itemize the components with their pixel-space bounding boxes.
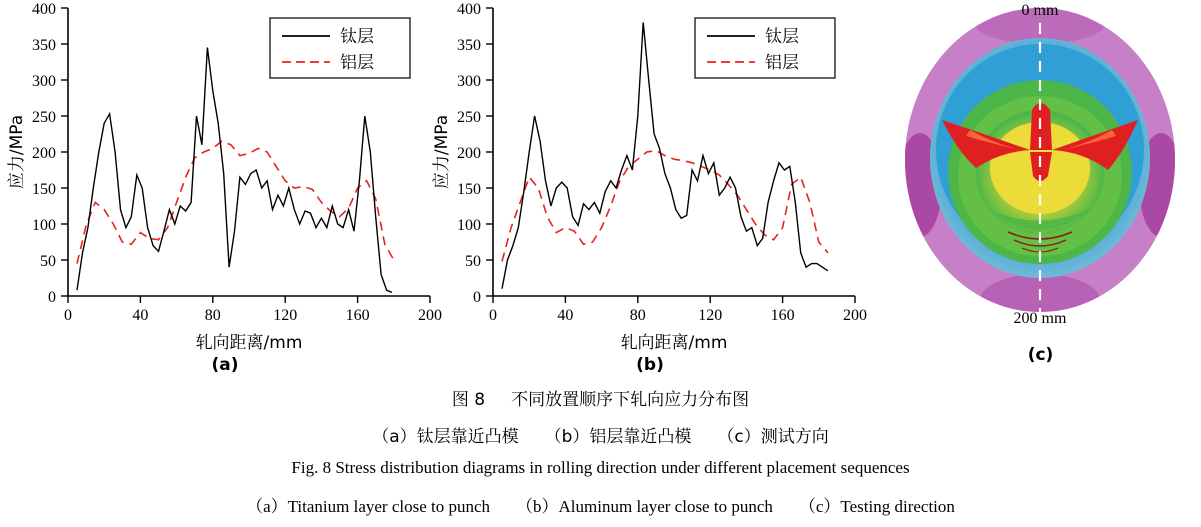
chart-a-ytick-300: 300 bbox=[32, 73, 56, 90]
chart-a-xtick-120: 120 bbox=[273, 307, 298, 324]
caption-line-2 bbox=[0, 422, 1201, 447]
chart-a-ytick-50: 50 bbox=[40, 253, 56, 270]
chart-b-x-axis-title: 轧向距离/mm bbox=[620, 333, 728, 353]
caption-sub-c-cn: （c）测试方向 bbox=[717, 427, 829, 447]
caption-line-3: Fig. 8 Stress distribution diagrams in rolling direction under different placement sequences bbox=[291, 458, 910, 477]
chart-b-ytick-350: 350 bbox=[457, 37, 481, 54]
chart-panel-a bbox=[0, 0, 450, 380]
contour-disc bbox=[898, 0, 1183, 326]
chart-a-svg bbox=[0, 0, 450, 380]
chart-b-ytick-50: 50 bbox=[465, 253, 481, 270]
chart-b-legend-ti-label: 钛层 bbox=[765, 27, 799, 47]
chart-a-xtick-160: 160 bbox=[345, 307, 370, 324]
chart-a-series-titanium bbox=[77, 48, 392, 293]
chart-panel-c bbox=[880, 0, 1201, 380]
chart-a-ytick-100: 100 bbox=[32, 217, 56, 234]
chart-a-xtick-200: 200 bbox=[418, 307, 442, 324]
chart-a-x-axis-title: 轧向距离/mm bbox=[195, 333, 303, 353]
caption-line-4 bbox=[0, 492, 1201, 517]
chart-a-series-aluminum bbox=[77, 141, 394, 263]
caption-sub-b-en: （b）Aluminum layer close to punch bbox=[516, 497, 773, 516]
chart-panel-b bbox=[425, 0, 875, 380]
chart-a-xtick-40: 40 bbox=[132, 307, 149, 324]
chart-a-legend-al-label: 铝层 bbox=[340, 53, 374, 73]
chart-a-xtick-0: 0 bbox=[64, 307, 72, 324]
chart-b-y-axis-title: 应力/MPa bbox=[432, 114, 452, 190]
chart-a-ytick-250: 250 bbox=[32, 109, 56, 126]
caption-sub-c-en: （c）Testing direction bbox=[798, 497, 955, 516]
chart-a-legend bbox=[270, 18, 410, 78]
chart-b-xtick-0: 0 bbox=[489, 307, 497, 324]
caption-line-1 bbox=[0, 385, 1201, 410]
caption-sub-b-cn: （b）铝层靠近凸模 bbox=[544, 427, 692, 447]
chart-b-xtick-160: 160 bbox=[770, 307, 795, 324]
caption-sub-a-cn: （a）钛层靠近凸模 bbox=[372, 427, 519, 447]
chart-b-ytick-150: 150 bbox=[457, 181, 481, 198]
chart-b-ytick-400: 400 bbox=[457, 1, 481, 18]
caption-figure-number: 图 8 bbox=[451, 390, 486, 410]
chart-a-legend-ti-label: 钛层 bbox=[340, 27, 374, 47]
chart-a-ytick-350: 350 bbox=[32, 37, 56, 54]
chart-b-ytick-200: 200 bbox=[457, 145, 481, 162]
caption-sub-a-en: （a）Titanium layer close to punch bbox=[246, 497, 491, 516]
chart-a-ytick-200: 200 bbox=[32, 145, 56, 162]
panel-c-label: (c) bbox=[1027, 345, 1054, 365]
chart-b-ytick-0: 0 bbox=[473, 289, 481, 306]
panel-c-top-label: 0 mm bbox=[1021, 2, 1059, 19]
chart-b-xtick-200: 200 bbox=[843, 307, 867, 324]
chart-b-xtick-120: 120 bbox=[698, 307, 723, 324]
chart-b-xtick-40: 40 bbox=[557, 307, 574, 324]
chart-a-ytick-0: 0 bbox=[48, 289, 56, 306]
chart-a-y-axis-title: 应力/MPa bbox=[7, 114, 27, 190]
chart-b-ytick-100: 100 bbox=[457, 217, 481, 234]
chart-a-ytick-150: 150 bbox=[32, 181, 56, 198]
chart-b-legend-al-label: 铝层 bbox=[765, 53, 799, 73]
chart-b-legend bbox=[695, 18, 835, 78]
chart-a-xtick-80: 80 bbox=[204, 307, 221, 324]
caption-figure-title: 不同放置顺序下轧向应力分布图 bbox=[511, 390, 750, 410]
contour-map-svg bbox=[880, 0, 1201, 330]
panel-a-label: (a) bbox=[211, 355, 239, 375]
panel-c-bottom-label: 200 mm bbox=[1013, 310, 1067, 327]
chart-a-ytick-400: 400 bbox=[32, 1, 56, 18]
chart-b-ytick-300: 300 bbox=[457, 73, 481, 90]
chart-b-svg bbox=[425, 0, 875, 380]
panel-b-label: (b) bbox=[636, 355, 664, 375]
chart-b-ytick-250: 250 bbox=[457, 109, 481, 126]
chart-b-xtick-80: 80 bbox=[629, 307, 646, 324]
